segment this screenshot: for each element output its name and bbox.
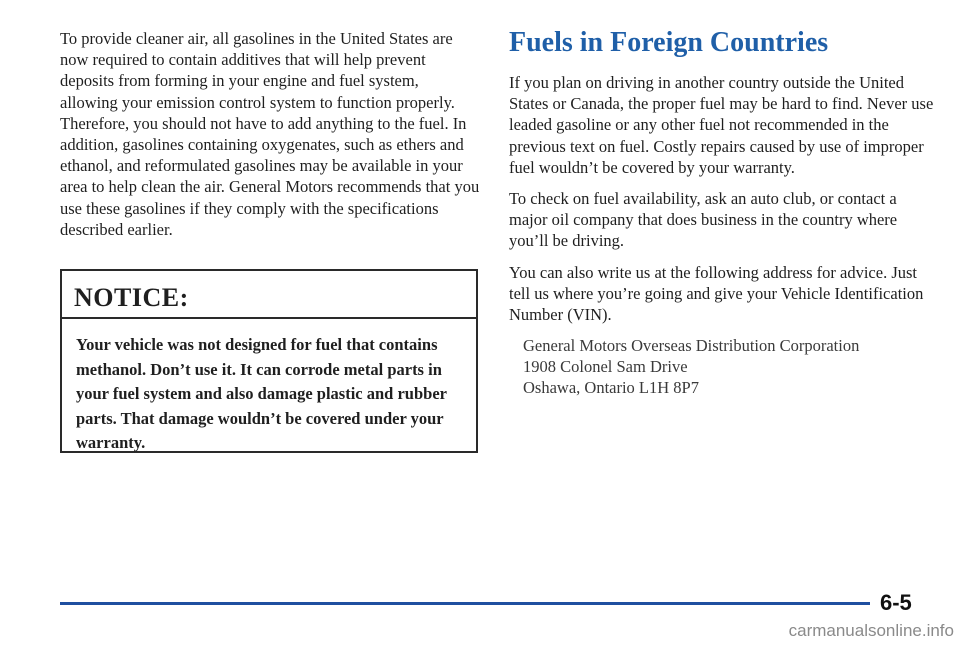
address-line: Oshawa, Ontario L1H 8P7 [523, 378, 699, 398]
fuel-availability-paragraph: To check on fuel availability, ask an auto club, or contact a major oil company that does business in the country where you’ll be driving. [509, 189, 898, 251]
left-column [60, 28, 480, 240]
right-column [509, 26, 939, 398]
address-line: 1908 Colonel Sam Drive [523, 357, 688, 377]
notice-box [60, 269, 478, 453]
notice-body: Your vehicle was not designed for fuel that contains methanol. Don’t use it. It can corrode metal parts in your fuel system and also damage plastic and rubber parts. That damage wouldn’t be covered under your warranty. [76, 335, 447, 452]
fuel-additives-paragraph: To provide cleaner air, all gasolines in the United States are now required to contain additives that will help prevent deposits from forming in your engine and fuel system, allowing your emission control system to function properly. Therefore, you should not have to add anything to the fuel. In addition, gasolines containing oxygenates, such as ethers and ethanol, and reformulated gasolines may be available in your area to help clean the air. General Motors recommends that you use these gasolines if they comply with the specifications described earlier. [60, 29, 480, 239]
foreign-fuel-paragraph: If you plan on driving in another country outside the United States or Canada, the proper fuel may be hard to find. Never use leaded gasoline or any other fuel not recommended in the previous text on fuel. Costly repairs caused by use of improper fuel wouldn’t be covered by your warranty. [509, 73, 934, 177]
footer-rule [60, 602, 870, 605]
address-line: General Motors Overseas Distribution Corporation [523, 336, 860, 356]
notice-heading: NOTICE: [62, 271, 476, 319]
page-number: 6-5 [880, 590, 912, 615]
mailing-address [523, 335, 939, 398]
watermark[interactable]: carmanualsonline.info [788, 621, 954, 640]
write-us-paragraph: You can also write us at the following address for advice. Just tell us where you’re going and give your Vehicle Identification Number (VIN). [509, 262, 924, 325]
section-heading: Fuels in Foreign Countries [509, 27, 829, 58]
